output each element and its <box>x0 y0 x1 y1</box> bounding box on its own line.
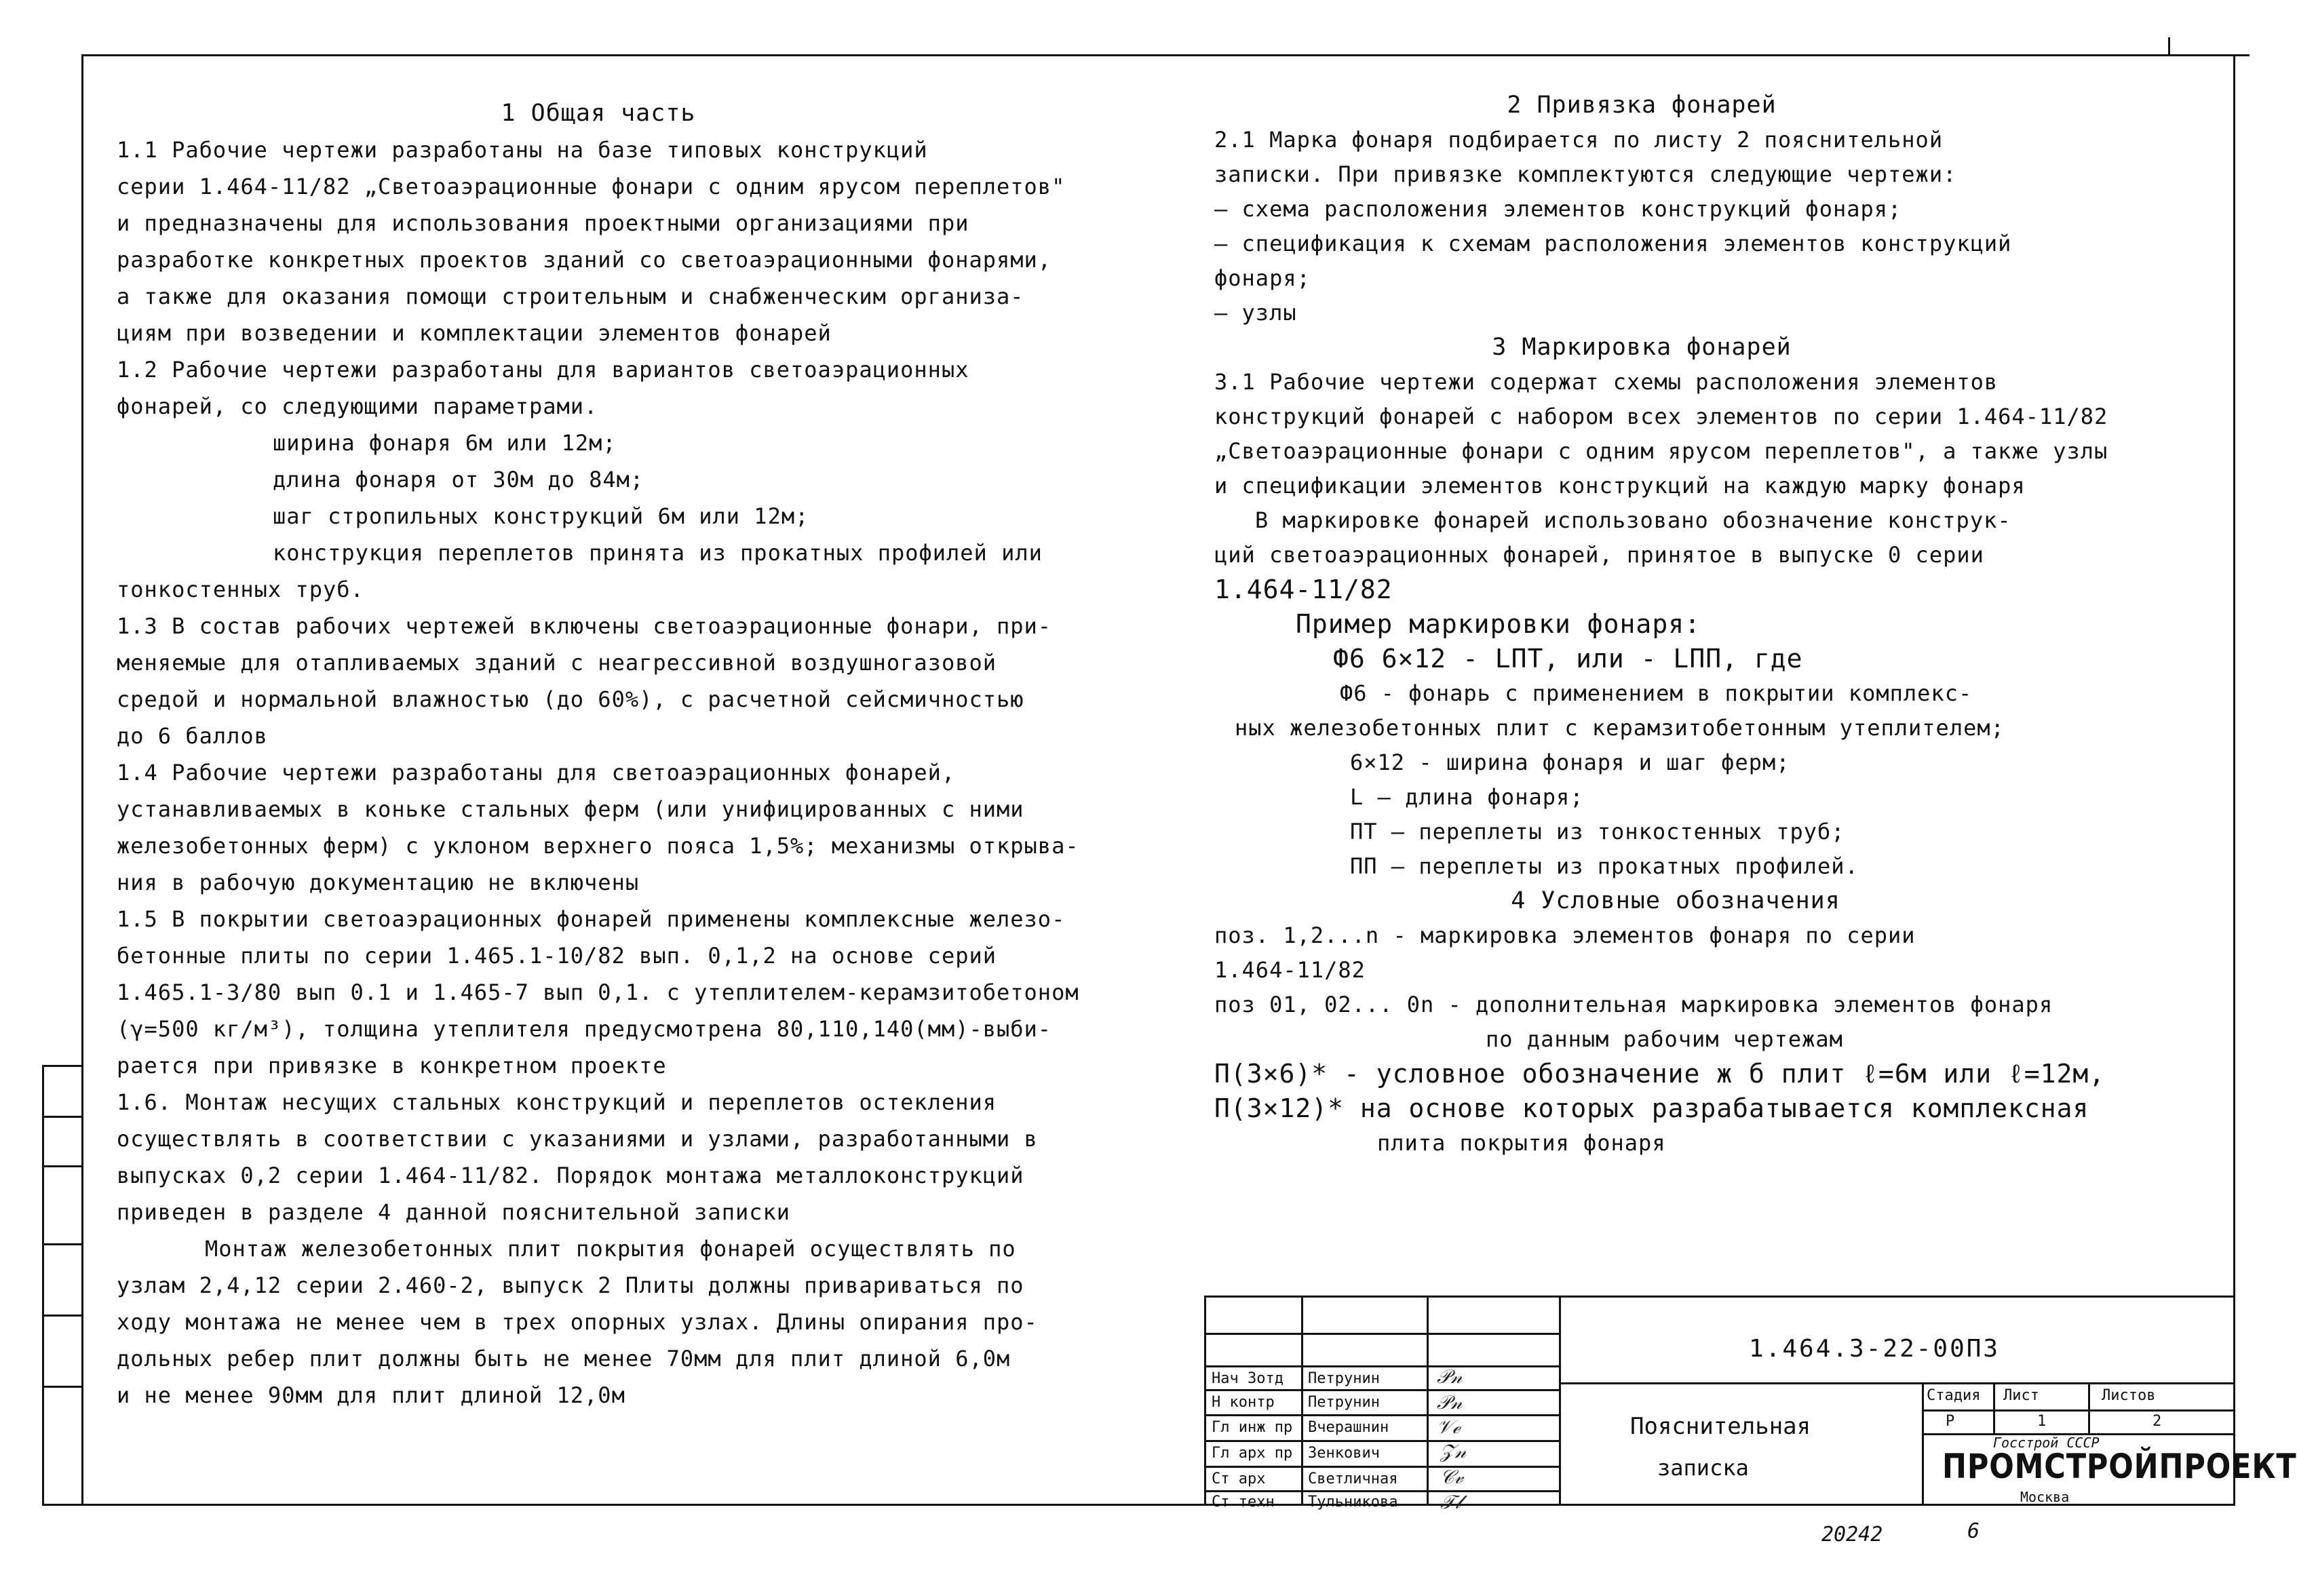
paragraph-line: по данным рабочим чертежам <box>1486 1026 1843 1052</box>
paragraph-line: поз. 1,2...n - маркировка элементов фонаря по серии <box>1214 922 1916 948</box>
paragraph-line: осуществлять в соответствии с указаниями и узлами, разработанными в <box>117 1126 1038 1152</box>
paragraph-line: циям при возведении и комплектации элементов фонарей <box>117 320 832 346</box>
section-2-heading: 2 Привязка фонарей <box>1507 92 1777 119</box>
paragraph-line: 6×12 - ширина фонаря и шаг ферм; <box>1350 750 1790 775</box>
binding-strip <box>42 1065 81 1506</box>
sheet-value: 1 <box>2037 1413 2047 1430</box>
paragraph-line: ПП — переплеты из прокатных профилей. <box>1350 853 1859 879</box>
name-label: Светличная <box>1308 1471 1398 1487</box>
signature-mark: 𝒯𝓁 <box>1440 1491 1461 1513</box>
paragraph-line: — спецификация к схемам расположения элементов конструкций <box>1214 231 2012 256</box>
paragraph-line: приведен в разделе 4 данной пояснительной записки <box>117 1199 791 1225</box>
paragraph-line: ния в рабочую документацию не включены <box>117 870 640 895</box>
paragraph-line: Ф6 - фонарь с применением в покрытии комплекс- <box>1340 680 1973 706</box>
paragraph-line: П(3×6)* - условное обозначение ж б плит ℓ=6м или ℓ=12м, <box>1214 1059 2106 1089</box>
paragraph-line: длина фонаря от 30м до 84м; <box>273 467 644 492</box>
marking-example: Ф6 6×12 - LПТ, или - LПП, где <box>1333 644 1803 674</box>
sheet-label: Лист <box>2003 1387 2039 1404</box>
paragraph-line: и спецификации элементов конструкций на каждую марку фонаря <box>1214 473 2026 499</box>
sheets-label: Листов <box>2102 1387 2156 1404</box>
stage-label: Стадия <box>1927 1387 1981 1404</box>
paragraph-line: В маркировке фонарей использовано обозначение конструк- <box>1255 507 2011 533</box>
left-column <box>117 95 1134 1414</box>
title-block <box>1204 1296 2297 1513</box>
paragraph-line: и предназначены для использования проектными организациями при <box>117 210 969 236</box>
paragraph-line: 1.6. Монтаж несущих стальных конструкций и переплетов остекления <box>117 1089 997 1115</box>
paragraph-line: плита покрытия фонаря <box>1377 1130 1666 1156</box>
signature-mark: 𝒫𝓃 <box>1437 1391 1463 1414</box>
paragraph-line: L — длина фонаря; <box>1350 784 1584 810</box>
name-label: Тульникова <box>1308 1494 1398 1511</box>
paragraph-line: ных железобетонных плит с керамзитобетонным утеплителем; <box>1235 715 2005 741</box>
paragraph-line: до 6 баллов <box>117 723 268 749</box>
paragraph-line: 1.5 В покрытии светоаэрационных фонарей применены комплексные железо- <box>117 906 1066 932</box>
paragraph-line: ходу монтажа не менее чем в трех опорных узлах. Длины опирания про- <box>117 1309 1038 1335</box>
paragraph-line: фонаря; <box>1214 265 1311 291</box>
paragraph-line: 2.1 Марка фонаря подбирается по листу 2 пояснительной <box>1214 127 1944 153</box>
paragraph-line: дольных ребер плит должны быть не менее 70мм для плит длиной 6,0м <box>117 1346 1011 1371</box>
role-label: Гл инж пр <box>1212 1419 1293 1436</box>
paragraph-line: 1.4 Рабочие чертежи разработаны для светоаэрационных фонарей, <box>117 760 956 785</box>
paragraph-line: фонарей, со следующими параметрами. <box>117 393 598 419</box>
paragraph-line: средой и нормальной влажностью (до 60%), с расчетной сейсмичностью <box>117 686 1024 712</box>
archive-number: 20242 <box>1821 1523 1883 1546</box>
paragraph-line: серии 1.464-11/82 „Светоаэрационные фонари с одним ярусом переплетов" <box>117 174 1066 199</box>
document-code: 1.464.3-22-00ПЗ <box>1749 1335 2001 1363</box>
role-label: Гл арх пр <box>1212 1445 1293 1462</box>
paragraph-line: поз 01, 02... 0n - дополнительная маркировка элементов фонаря <box>1214 992 2053 1017</box>
name-label: Вчерашнин <box>1308 1419 1389 1436</box>
document-title: записка <box>1657 1455 1749 1481</box>
paragraph-line: конструкция переплетов принята из прокатных профилей или <box>273 540 1043 566</box>
right-column <box>1214 88 2205 1161</box>
signature-mark: 𝒱ℯ <box>1437 1416 1461 1438</box>
paragraph-line: и не менее 90мм для плит длиной 12,0м <box>117 1382 625 1408</box>
paragraph-line: 1.465.1-3/80 вып 0.1 и 1.465-7 вып 0,1. с утеплителем-керамзитобетоном <box>117 979 1079 1005</box>
paragraph-line: устанавливаемых в коньке стальных ферм (или унифицированных с ними <box>117 796 1024 822</box>
section-1-heading: 1 Общая часть <box>501 100 696 127</box>
stage-value: Р <box>1946 1413 1955 1430</box>
role-label: Н контр <box>1212 1394 1275 1411</box>
role-label: Ст арх <box>1212 1471 1266 1487</box>
section-4-heading: 4 Условные обозначения <box>1511 887 1840 914</box>
paragraph-line: 1.1 Рабочие чертежи разработаны на базе типовых конструкций <box>117 137 928 163</box>
org-ministry: Госстрой СССР <box>1993 1435 2100 1451</box>
paragraph-line: 1.2 Рабочие чертежи разработаны для вариантов светоаэрационных <box>117 357 969 383</box>
paragraph-line: выпусках 0,2 серии 1.464-11/82. Порядок монтажа металлоконструкций <box>117 1163 1024 1188</box>
paragraph-line: тонкостенных труб. <box>117 577 364 602</box>
paragraph-line: а также для оказания помощи строительным и снабженческим организа- <box>117 284 1024 309</box>
archive-suffix: 6 <box>1967 1519 1980 1543</box>
paragraph-line: 1.3 В состав рабочих чертежей включены светоаэрационные фонари, при- <box>117 613 1052 639</box>
paragraph-line: узлам 2,4,12 серии 2.460-2, выпуск 2 Плиты должны привариваться по <box>117 1272 1024 1298</box>
paragraph-line: конструкций фонарей с набором всех элементов по серии 1.464-11/82 <box>1214 404 2108 429</box>
frame-corner-tick <box>2168 37 2170 56</box>
paragraph-line: ПТ — переплеты из тонкостенных труб; <box>1350 819 1845 844</box>
sheets-value: 2 <box>2153 1413 2162 1430</box>
paragraph-line: Монтаж железобетонных плит покрытия фонарей осуществлять по <box>205 1236 1016 1262</box>
paragraph-line: разработке конкретных проектов зданий со светоаэрационными фонарями, <box>117 247 1052 273</box>
paragraph-line: бетонные плиты по серии 1.465.1-10/82 вып. 0,1,2 на основе серий <box>117 943 997 969</box>
paragraph-line: железобетонных ферм) с уклоном верхнего пояса 1,5%; механизмы открыва- <box>117 833 1079 859</box>
paragraph-line: ширина фонаря 6м или 12м; <box>273 430 617 456</box>
name-label: Петрунин <box>1308 1394 1380 1411</box>
paragraph-line: Пример маркировки фонаря: <box>1296 609 1701 639</box>
paragraph-line: П(3×12)* на основе которых разрабатывается комплексная <box>1214 1093 2089 1123</box>
paragraph-line: — узлы <box>1214 300 1297 326</box>
paragraph-line: меняемые для отапливаемых зданий с неагрессивной воздушногазовой <box>117 650 997 676</box>
signature-mark: 𝒫𝓃 <box>1437 1365 1463 1388</box>
document-title: Пояснительная <box>1630 1413 1811 1440</box>
name-label: Зенкович <box>1308 1445 1380 1462</box>
paragraph-line: (γ=500 кг/м³), толщина утеплителя предусмотрена 80,110,140(мм)-выби- <box>117 1016 1052 1042</box>
org-city: Москва <box>2020 1489 2070 1505</box>
paragraph-line: записки. При привязке комплектуются следующие чертежи: <box>1214 161 1957 187</box>
signature-mark: 𝒵𝓃 <box>1440 1440 1467 1462</box>
paragraph-line: 1.464-11/82 <box>1214 957 1366 983</box>
section-3-heading: 3 Маркировка фонарей <box>1492 334 1792 361</box>
paragraph-line: 3.1 Рабочие чертежи содержат схемы расположения элементов <box>1214 369 1999 395</box>
name-label: Петрунин <box>1308 1370 1380 1387</box>
paragraph-line: „Светоаэрационные фонари с одним ярусом переплетов", а также узлы <box>1214 438 2108 464</box>
paragraph-line: — схема расположения элементов конструкций фонаря; <box>1214 196 1902 222</box>
paragraph-line: 1.464-11/82 <box>1214 575 1393 604</box>
paragraph-line: ций светоаэрационных фонарей, принятое в выпуске 0 серии <box>1214 542 1984 568</box>
role-label: Нач Зотд <box>1212 1370 1283 1387</box>
role-label: Ст техн <box>1212 1494 1275 1511</box>
paragraph-line: шаг стропильных конструкций 6м или 12м; <box>273 503 809 529</box>
paragraph-line: рается при привязке в конкретном проекте <box>117 1053 667 1078</box>
signature-mark: 𝒞𝓋 <box>1440 1466 1464 1488</box>
org-logo: ПРОМСТРОЙПРОЕКТ <box>1942 1447 2297 1486</box>
